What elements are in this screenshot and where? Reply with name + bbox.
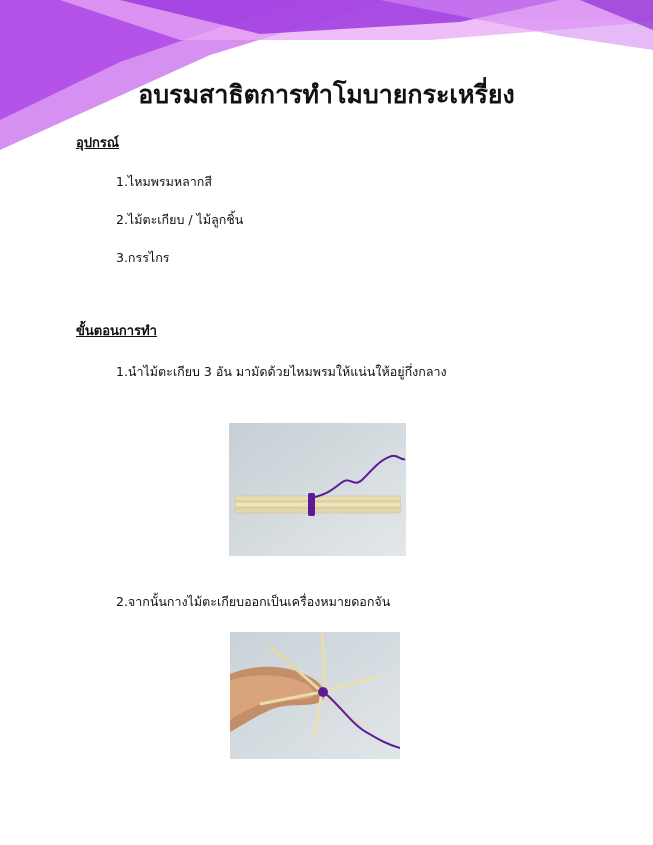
step2-photo: [230, 632, 400, 759]
step-item: 2.จากนั้นกางไม้ตะเกียบออกเป็นเครื่องหมายดอกจัน: [116, 594, 391, 609]
material-item: 3.กรรไกร: [116, 250, 170, 265]
header-banner: [0, 0, 653, 150]
step-item: 1.นำไม้ตะเกียบ 3 อัน มามัดด้วยไหมพรมให้แน่นให้อยู่กึ่งกลาง: [116, 364, 447, 379]
step1-photo: [229, 423, 406, 556]
steps-heading: ขั้นตอนการทำ: [76, 324, 157, 339]
materials-heading: อุปกรณ์: [76, 136, 119, 151]
material-item: 2.ไม้ตะเกียบ / ไม้ลูกชิ้น: [116, 212, 244, 227]
material-item: 1.ไหมพรมหลากสี: [116, 174, 213, 189]
page-title: อบรมสาธิตการทำโมบายกระเหรี่ยง: [138, 80, 515, 109]
